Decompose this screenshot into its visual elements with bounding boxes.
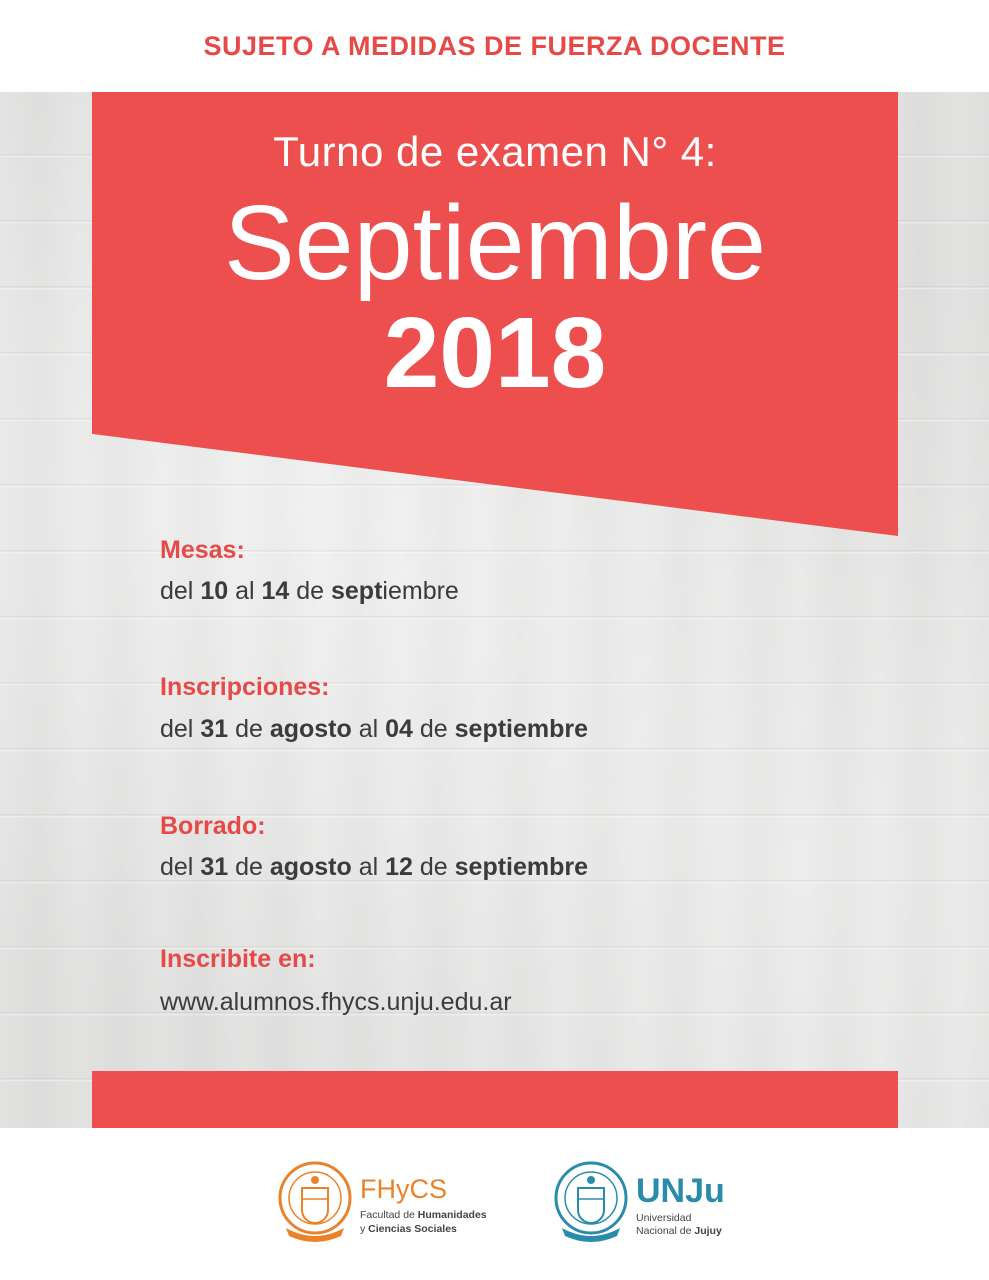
fhycs-name-line2: y Ciencias Sociales [360, 1222, 457, 1235]
fhycs-name-line1: Facultad de Humanidades [360, 1209, 487, 1222]
unju-name-line1: Universidad [636, 1211, 692, 1224]
red-footer-band [92, 1071, 898, 1128]
strike-notice: SUJETO A MEDIDAS DE FUERZA DOCENTE [203, 30, 786, 61]
inscripciones-dates: del 31 de agosto al 04 de septiembre [160, 715, 589, 743]
borrado-dates: del 31 de agosto al 12 de septiembre [160, 853, 589, 881]
mesas-dates: del 10 al 14 de septiembre [160, 577, 459, 605]
logo-bar [0, 1128, 989, 1280]
unju-logo [552, 1160, 725, 1252]
fhycs-logo [276, 1160, 487, 1252]
top-banner [0, 0, 989, 92]
inscripciones-label: Inscripciones: [160, 673, 330, 701]
exam-year-title: 2018 [383, 297, 607, 409]
fhycs-seal-icon [276, 1160, 354, 1252]
exam-turn-subtitle: Turno de examen N° 4: [273, 128, 717, 175]
unju-abbr: UNJu [636, 1171, 725, 1210]
fhycs-abbr: FHyCS [360, 1174, 447, 1205]
borrado-label: Borrado: [160, 812, 266, 840]
mesas-label: Mesas: [160, 536, 245, 564]
unju-seal-icon [552, 1160, 630, 1252]
unju-name-line2: Nacional de Jujuy [636, 1225, 722, 1237]
exam-month-title: Septiembre [223, 184, 767, 302]
inscribite-label: Inscribite en: [160, 945, 316, 973]
registration-url[interactable]: www.alumnos.fhycs.unju.edu.ar [160, 988, 512, 1016]
